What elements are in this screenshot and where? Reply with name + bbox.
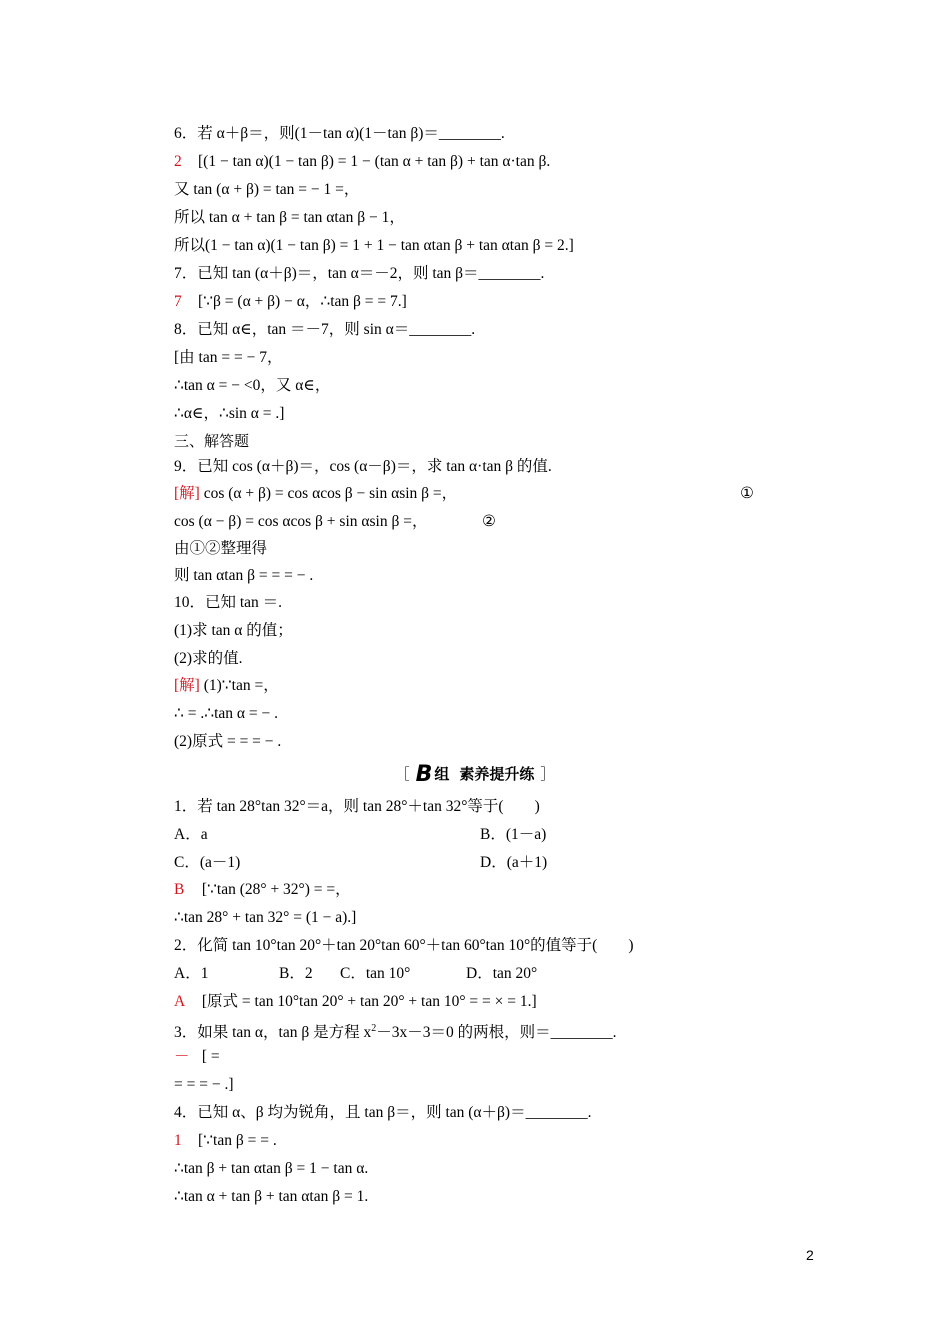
text-line bbox=[174, 376, 330, 396]
line-text: (1)求 tan α 的值； bbox=[174, 622, 293, 639]
line-text: 三、解答题 bbox=[174, 432, 250, 450]
line-text: cos (α − β) = cos αcos β + sin αsin β =， bbox=[174, 513, 428, 530]
line-text: 1．若 tan 28°tan 32°＝a，则 tan 28°＋tan 32°等于( ) bbox=[174, 798, 540, 815]
line-text: ∴tan α = − <0，又 α∈， bbox=[174, 377, 331, 394]
text-line bbox=[174, 236, 574, 256]
line-text: 2．化简 tan 10°tan 20°＋tan 20°tan 60°＋tan 60°tan 10°的值等于( ) bbox=[174, 937, 634, 954]
line-text: 所以(1 − tan α)(1 − tan β) = 1 + 1 − tan αtan β + tan αtan β = 2.] bbox=[174, 237, 574, 254]
line-text: 又 tan (α + β) = tan = − 1 =， bbox=[174, 181, 360, 198]
line-text: = = = − .] bbox=[174, 1076, 234, 1093]
text-line bbox=[174, 539, 267, 559]
line-text: [原式 = tan 10°tan 20° + tan 20° + tan 10° = = × = 1.] bbox=[198, 993, 537, 1010]
line-text: ∴tan 28° + tan 32° = (1 − a).] bbox=[174, 909, 357, 926]
text-line bbox=[174, 264, 544, 284]
line-text: 7．已知 tan (α＋β)＝，tan α＝－2，则 tan β＝________. bbox=[174, 265, 545, 282]
line-text: 则 tan αtan β = = = − . bbox=[174, 567, 314, 584]
q1-option-c: C．(a－1) bbox=[174, 854, 241, 871]
line-text: (2)求的值. bbox=[174, 650, 243, 667]
line-text: 8．已知 α∈，tan ＝－7，则 sin α＝________. bbox=[174, 321, 476, 338]
line-text: ∴α∈，∴sin α = .] bbox=[174, 405, 285, 422]
text-line bbox=[174, 1103, 591, 1123]
line-text: 所以 tan α + tan β = tan αtan β − 1， bbox=[174, 209, 405, 226]
text-line bbox=[174, 1047, 220, 1067]
q1-option-b: B．(1－a) bbox=[480, 826, 547, 843]
line-text: [(1 − tan α)(1 − tan β) = 1 − (tan α + tan β) + tan α·tan β. bbox=[198, 153, 551, 170]
line-text: ∴ = .∴tan α = − . bbox=[174, 705, 279, 722]
text-line bbox=[174, 593, 282, 613]
equation-mark-2: ② bbox=[482, 513, 496, 530]
text-line bbox=[174, 124, 505, 144]
text-line bbox=[174, 431, 249, 451]
text-line bbox=[174, 320, 475, 340]
answer-marker: B bbox=[174, 881, 185, 898]
text-line bbox=[174, 457, 552, 477]
line-text: (2)原式 = = = − . bbox=[174, 733, 282, 750]
answer-marker: [解] bbox=[174, 677, 200, 694]
text-line bbox=[174, 908, 356, 928]
answer-marker: － bbox=[174, 1048, 190, 1065]
text-line bbox=[174, 152, 550, 172]
line-text: 由①②整理得 bbox=[174, 540, 268, 557]
q1-option-d: D．(a＋1) bbox=[480, 854, 548, 871]
line-text: 4．已知 α、β 均为锐角，且 tan β＝，则 tan (α＋β)＝________. bbox=[174, 1104, 592, 1121]
text-line bbox=[174, 404, 284, 424]
line-text: [ = bbox=[198, 1048, 220, 1065]
page-number: 2 bbox=[806, 1247, 814, 1263]
line-text: 6．若 α＋β＝，则(1－tan α)(1－tan β)＝________. bbox=[174, 125, 505, 142]
text-line bbox=[174, 566, 313, 586]
answer-marker: A bbox=[174, 993, 186, 1010]
text-line bbox=[174, 484, 457, 504]
text-line bbox=[174, 208, 405, 228]
text-line bbox=[174, 1075, 234, 1095]
line-text: [∵β = (α + β) − α，∴tan β = = 7.] bbox=[198, 293, 407, 310]
text-line bbox=[174, 1159, 368, 1179]
text-line bbox=[174, 676, 279, 696]
text-line bbox=[174, 936, 634, 956]
text-line bbox=[174, 992, 537, 1012]
text-line bbox=[174, 180, 359, 200]
group-b-badge: B bbox=[415, 762, 433, 787]
equation-mark-1: ① bbox=[740, 485, 754, 502]
line-text: [由 tan = = − 7， bbox=[174, 349, 283, 366]
text-line bbox=[174, 1187, 368, 1207]
text-line bbox=[174, 880, 351, 900]
text-line bbox=[174, 621, 293, 641]
q1-option-a: A．a bbox=[174, 826, 208, 843]
question-3: 3．如果 tan α，tan β 是方程 $x^2-3x-3=0$ 的两根，则＝________. bbox=[174, 1023, 617, 1042]
q2-option-d: D．tan 20° bbox=[466, 965, 538, 982]
answer-marker: [解] bbox=[174, 485, 200, 502]
text-line bbox=[174, 292, 407, 312]
q2-option-a: A．1 bbox=[174, 965, 209, 982]
answer-marker: 2 bbox=[174, 153, 182, 170]
section-group-b-title: ［ B 组 素养提升练 ］ bbox=[394, 762, 556, 787]
line-text: cos (α + β) = cos αcos β − sin αsin β =， bbox=[199, 485, 458, 502]
text-line bbox=[174, 1131, 277, 1151]
line-text: [∵tan (28° + 32°) = =， bbox=[198, 881, 351, 898]
text-line bbox=[174, 732, 281, 752]
q2-option-b: B．2 bbox=[279, 965, 313, 982]
line-text: (1)∵tan =， bbox=[199, 677, 279, 694]
text-line bbox=[174, 704, 278, 724]
line-text: ∴tan α + tan β + tan αtan β = 1. bbox=[174, 1188, 369, 1205]
line-text: 9．已知 cos (α＋β)＝，cos (α－β)＝，求 tan α·tan β 的值. bbox=[174, 458, 552, 475]
text-line bbox=[174, 512, 427, 532]
line-text: ∴tan β + tan αtan β = 1 − tan α. bbox=[174, 1160, 369, 1177]
text-line bbox=[174, 348, 282, 368]
line-text: 10．已知 tan ＝. bbox=[174, 594, 283, 611]
answer-marker: 7 bbox=[174, 293, 182, 310]
text-line bbox=[174, 797, 540, 817]
text-line bbox=[174, 649, 242, 669]
line-text: [∵tan β = = . bbox=[198, 1132, 277, 1149]
q2-option-c: C．tan 10° bbox=[340, 965, 411, 982]
answer-marker: 1 bbox=[174, 1132, 182, 1149]
